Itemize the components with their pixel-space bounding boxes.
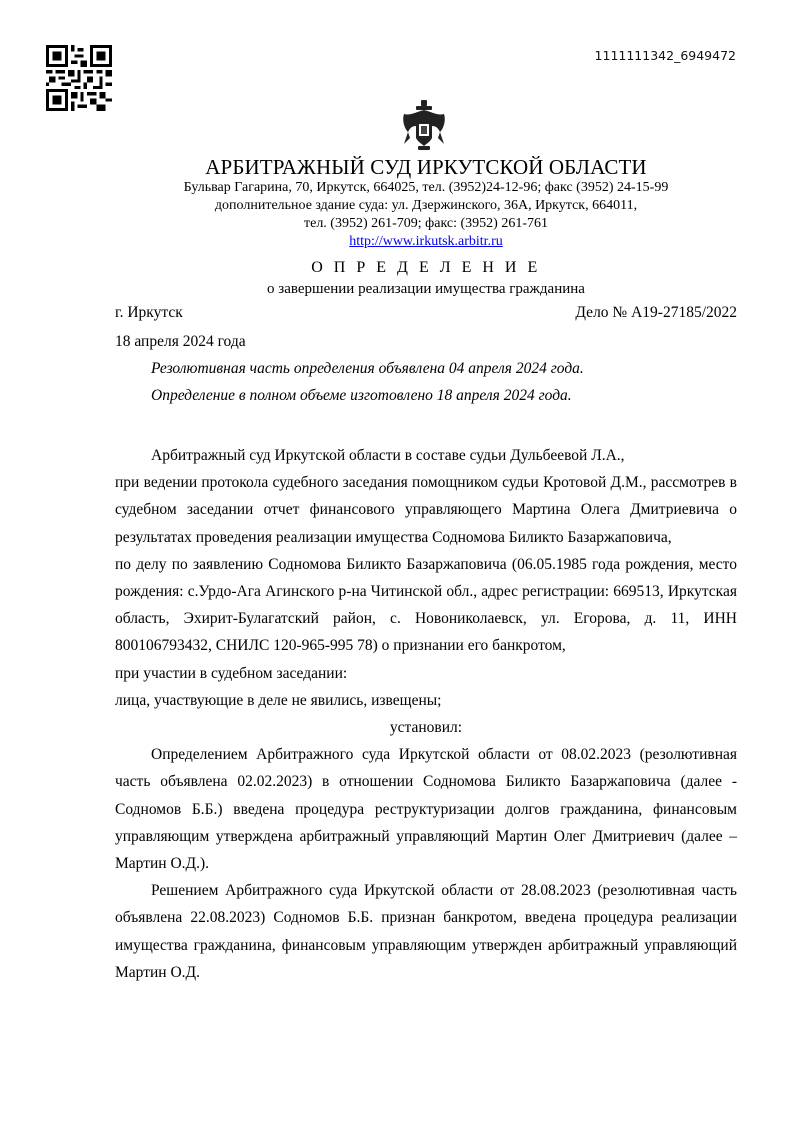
court-address-additional: дополнительное здание суда: ул. Дзержинского, 36А, Иркутск, 664011, (214, 198, 638, 213)
paragraph-court-composition: Арбитражный суд Иркутской области в составе судьи Дульбеевой Л.А., (151, 447, 625, 464)
paragraph-bankruptcy-decision: Решением Арбитражного суда Иркутской области от 28.08.2023 (резолютивная часть объявлена 22.08.2023) Содномов Б.Б. признан банкротом, введена процедура реализации имущества гражданина, финансовым управляющим утвержден арбитражный управляющий Мартин О.Д. (115, 882, 737, 981)
paragraph-participation: при участии в судебном заседании: (115, 664, 348, 682)
court-name: АРБИТРАЖНЫЙ СУД ИРКУТСКОЙ ОБЛАСТИ (205, 155, 647, 179)
case-number: Дело № А19-27185/2022 (575, 304, 737, 321)
document-title-block (0, 258, 794, 300)
document-date: 18 апреля 2024 года (115, 333, 246, 350)
italic-note-resolution: Резолютивная часть определения объявлена 04 апреля 2024 года. (151, 360, 584, 377)
court-website-link[interactable]: http://www.irkutsk.arbitr.ru (349, 234, 503, 249)
court-phone-fax: тел. (3952) 261-709; факс: (3952) 261-761 (303, 216, 549, 231)
paragraph-absent-parties: лица, участвующие в деле не явились, извещены; (115, 691, 442, 709)
paragraph-protocol: при ведении протокола судебного заседания помощником судьи Кротовой Д.М., рассмотрев в судебном заседании отчет финансового управляющего Мартина Олега Дмитриевича о результатах проведения реализации имущества Содномова Биликто Базаржаповича, (115, 474, 737, 546)
court-address: Бульвар Гагарина, 70, Иркутск, 664025, тел. (3952)24-12-96; факс (3952) 24-15-99 (183, 180, 669, 195)
document-body (115, 442, 737, 986)
document-subtitle: о завершении реализации имущества гражданина (267, 281, 585, 297)
paragraph-restructuring: Определением Арбитражного суда Иркутской области от 08.02.2023 (резолютивная часть объявлена 02.02.2023) в отношении Содномова Биликто Базаржаповича (далее - Содномов Б.Б.) введена процедура реструктуризации долгов гражданина, финансовым управляющим утверждена арбитражный управляющий Мартин Олег Дмитриевич (далее – Мартин О.Д.). (115, 746, 737, 873)
coat-of-arms-emblem (398, 98, 450, 154)
paragraph-case-details: по делу по заявлению Содномова Биликто Базаржаповича (06.05.1985 года рождения, место рождения: с.Урдо-Ага Агинского р-на Читинской обл., адрес регистрации: 669513, Иркутская область, Эхирит-Булагатский район, с. Новониколаевск, ул. Егорова, д. 11, ИНН 800106793432, СНИЛС 120-965-995 78) о признании его банкротом, (115, 555, 737, 655)
city: г. Иркутск (115, 304, 183, 321)
established-heading: установил: (389, 719, 463, 737)
document-id: 1111111342_6949472 (594, 48, 736, 63)
document-title: О П Р Е Д Е Л Е Н И Е (311, 259, 541, 276)
italic-note-full-text: Определение в полном объеме изготовлено 18 апреля 2024 года. (151, 387, 572, 404)
court-header (0, 155, 794, 251)
qr-code (46, 45, 112, 111)
